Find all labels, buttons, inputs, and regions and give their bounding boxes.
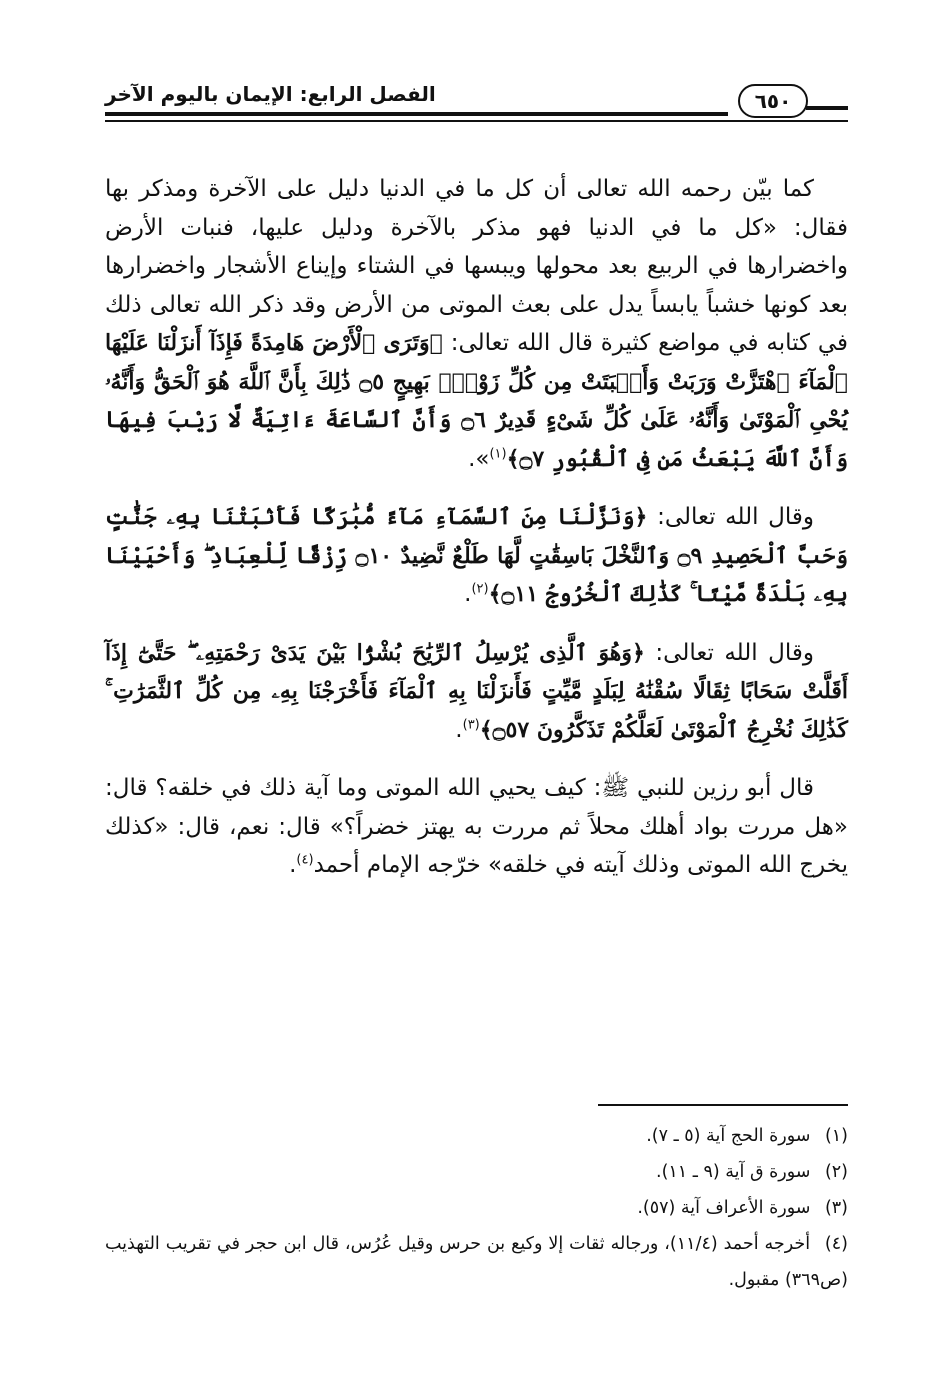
- page-number-ornament: [728, 84, 848, 120]
- paragraph-1: [105, 170, 848, 478]
- paragraph-1-text: كما بيّن رحمه الله تعالى أن كل ما في الدنيا دليل على الآخرة ومذكر بها فقال: «كل ما في الدنيا فهو مذكر بالآخرة ودليل عليها، فنبات الأرض واخضرارها في الربيع بعد محولها ويبسها في الشتاء وإيناع الأشجار واخضرارها بعد كونها خشباً يابساً يدل على بعث الموتى من الأرض وقد ذكر الله تعالى ذلك في كتابه في مواضع كثيرة قال الله تعالى:: [105, 176, 849, 356]
- header-rule-thick: [105, 112, 728, 116]
- paragraph-1-end: ».: [468, 445, 490, 472]
- paragraph-4: [105, 769, 848, 885]
- paragraph-3-end: .: [455, 716, 463, 743]
- paragraph-2-end: .: [464, 581, 472, 607]
- footnote-item: [105, 1226, 848, 1298]
- page-number: ٦٥٠: [738, 84, 808, 118]
- paragraph-2: [105, 498, 848, 614]
- paragraph-4-end: .: [289, 852, 297, 878]
- footnote-number: (٣): [824, 1198, 848, 1218]
- header-rule-thin: [105, 120, 848, 122]
- footnotes: [105, 1118, 848, 1298]
- footnote-item: [105, 1118, 848, 1154]
- footnote-text: أخرجه أحمد (١١/٤)، ورجاله ثقات إلا وكيع بن حرس وقيل عُرُس، قال ابن حجر في تقريب التهذيب (ص٣٦٩) مقبول.: [105, 1234, 848, 1290]
- footnote-item: [105, 1154, 848, 1190]
- footnote-item: [105, 1190, 848, 1226]
- paragraph-3: [105, 634, 848, 750]
- page-header: [105, 70, 848, 130]
- footnote-text: سورة ق آية (٩ ـ ١١).: [656, 1162, 811, 1182]
- chapter-title: الفصل الرابع: الإيمان باليوم الآخر: [105, 82, 436, 106]
- footnote-number: (٤): [824, 1234, 848, 1254]
- main-text: [105, 170, 848, 905]
- page-number-tick: [806, 106, 848, 110]
- footnote-number: (١): [824, 1126, 848, 1146]
- footnote-ref-1: (١): [489, 445, 507, 461]
- quran-quote-1: ﴿وَتَرَى ٱلْأَرْضَ هَامِدَةً فَإِذَآ أَنزَلْنَا عَلَيْهَا ٱلْمَآءَ ٱهْتَزَّتْ وَرَبَتْ وَأَنۢبَتَتْ مِن كُلِّ زَوْجٍۭ بَهِيجٍ ۝٥ ذَٰلِكَ بِأَنَّ ٱللَّهَ هُوَ ٱلْحَقُّ وَأَنَّهُۥ يُحْىِ ٱلْمَوْتَىٰ وَأَنَّهُۥ عَلَىٰ كُلِّ شَىْءٍ قَدِيرٌ ۝٦ وَأَنَّ ٱلسَّاعَةَ ءَاتِيَةٌ لَّا رَيْبَ فِيهَا وَأَنَّ ٱللَّهَ يَبْعَثُ مَن فِى ٱلْقُبُورِ ۝٧﴾: [105, 330, 848, 472]
- footnote-ref-4: (٤): [296, 852, 314, 868]
- footnote-number: (٢): [824, 1162, 848, 1182]
- paragraph-4-text: قال أبو رزين للنبي ﷺ: كيف يحيي الله الموتى وما آية ذلك في خلقه؟ قال: «هل مررت بواد أهلك محلاً ثم مررت به يهتز خضراً؟» قال: نعم، قال: «كذلك يخرج الله الموتى وذلك آيته في خلقه» خرّجه الإمام أحمد: [105, 775, 848, 878]
- footnote-ref-2: (٢): [471, 581, 489, 597]
- quran-quote-2: ﴿وَنَزَّلْنَا مِنَ ٱلسَّمَآءِ مَآءً مُّبَٰرَكًا فَأَنۢبَتْنَا بِهِۦ جَنَّٰتٍ وَحَبَّ ٱلْحَصِيدِ ۝٩ وَٱلنَّخْلَ بَاسِقَٰتٍ لَّهَا طَلْعٌ نَّضِيدٌ ۝١٠ رِّزْقًا لِّلْعِبَادِ ۖ وَأَحْيَيْنَا بِهِۦ بَلْدَةً مَّيْتًا ۚ كَذَٰلِكَ ٱلْخُرُوجُ ۝١١﴾: [105, 504, 848, 607]
- paragraph-3-text: وقال الله تعالى:: [644, 639, 814, 666]
- footnote-text: سورة الأعراف آية (٥٧).: [637, 1198, 811, 1218]
- footnote-text: سورة الحج آية (٥ ـ ٧).: [646, 1126, 811, 1146]
- footnote-separator: [598, 1104, 848, 1106]
- footnote-ref-3: (٣): [462, 716, 480, 732]
- paragraph-2-text: وقال الله تعالى:: [647, 504, 814, 530]
- quran-quote-3: ﴿وَهُوَ ٱلَّذِى يُرْسِلُ ٱلرِّيَٰحَ بُشْرًۢا بَيْنَ يَدَىْ رَحْمَتِهِۦ ۖ حَتَّىٰٓ إِذَآ أَقَلَّتْ سَحَابًا ثِقَالًا سُقْنَٰهُ لِبَلَدٍ مَّيِّتٍ فَأَنزَلْنَا بِهِ ٱلْمَآءَ فَأَخْرَجْنَا بِهِۦ مِن كُلِّ ٱلثَّمَرَٰتِ ۚ كَذَٰلِكَ نُخْرِجُ ٱلْمَوْتَىٰ لَعَلَّكُمْ تَذَكَّرُونَ ۝٥٧﴾: [105, 639, 848, 743]
